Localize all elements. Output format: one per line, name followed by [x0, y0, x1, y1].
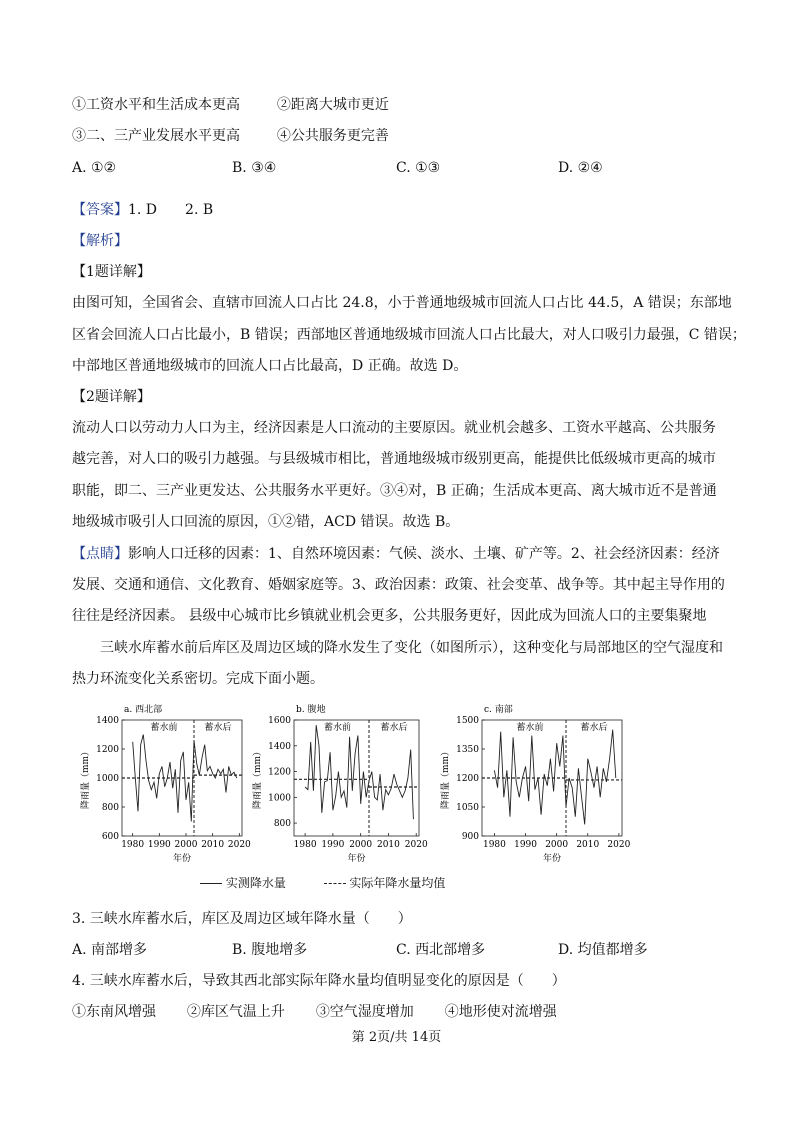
x-tick-label: 1980	[482, 840, 506, 850]
y-tick-label: 1350	[456, 745, 479, 755]
y-axis-label: 降雨量（mm）	[81, 746, 91, 810]
y-tick-label: 1600	[268, 716, 291, 726]
answer-label: 【答案】	[72, 202, 128, 218]
rainfall-chart-northwest	[74, 700, 254, 870]
y-tick-label: 800	[273, 819, 291, 830]
x-tick-label: 2000	[174, 840, 198, 850]
tip-line: 往往是经济因素。 县级中心城市比乡镇就业机会更多，公共服务更好，因此成为回流人口的主要集聚地	[72, 608, 707, 624]
measured-rainfall-line	[133, 735, 237, 822]
after-storage-label: 蓄水后	[380, 723, 408, 733]
legend-solid-label: 实测降水量	[225, 876, 286, 890]
x-axis-label: 年份	[347, 854, 366, 864]
rainfall-chart-south	[434, 700, 634, 870]
q4-options	[72, 1002, 557, 1022]
choice-a: A. ①②	[72, 160, 117, 176]
detail-2-title: 【2题详解】	[72, 389, 151, 405]
y-tick-label: 1050	[456, 803, 479, 813]
answer-text: 1. D 2. B	[128, 202, 214, 218]
chart-title: c. 南部	[484, 705, 513, 715]
option-3: ③二、三产业发展水平更高	[72, 128, 240, 144]
prev-options-row-2	[72, 126, 389, 146]
rainfall-chart-hinterland	[246, 700, 431, 870]
detail-1-line: 区省会回流人口占比最小，B 错误；西部地区普通地级城市回流人口占比最大，对人口吸引力最强，C 错误；	[72, 327, 746, 343]
choice-d: D. ②④	[558, 160, 603, 176]
x-tick-label: 1990	[514, 840, 538, 850]
after-storage-label: 蓄水后	[204, 723, 232, 733]
q4-stem: 4. 三峡水库蓄水后，导致其西北部实际年降水量均值明显变化的原因是（ ）	[72, 973, 566, 989]
x-tick-label: 2020	[404, 840, 428, 850]
measured-rainfall-line	[494, 730, 615, 825]
y-tick-label: 1400	[268, 741, 291, 752]
chart-legend	[200, 874, 445, 891]
x-tick-label: 2020	[227, 840, 251, 850]
x-axis-label: 年份	[172, 854, 192, 864]
y-tick-label: 600	[101, 832, 119, 842]
detail-2-line: 流动人口以劳动力人口为主，经济因素是人口流动的主要原因。就业机会越多、工资水平越高、公共服务	[72, 420, 716, 436]
detail-1-line: 由图可知，全国省会、直辖市回流人口占比 24.8，小于普通地级城市回流人口占比 44.5，A 错误；东部地	[72, 295, 732, 311]
y-tick-label: 1000	[96, 774, 119, 784]
legend-dashed-label: 实际年降水量均值	[349, 876, 446, 890]
measured-rainfall-line	[305, 725, 413, 819]
x-axis-label: 年份	[542, 854, 562, 864]
y-axis-label: 降雨量（mm）	[441, 746, 451, 810]
x-tick-label: 1990	[321, 840, 345, 850]
y-tick-label: 1400	[96, 716, 119, 726]
detail-2-line: 地级城市吸引人口回流的原因，①②错，ACD 错误。故选 B。	[72, 514, 460, 530]
answer-line	[72, 200, 213, 220]
y-axis-label: 降雨量（mm）	[253, 746, 263, 810]
detail-1-line: 中部地区普通地级城市的回流人口占比最高，D 正确。故选 D。	[72, 358, 468, 374]
legend-dashed-line	[324, 883, 346, 884]
prev-options-row-1	[72, 95, 389, 115]
x-tick-label: 2000	[545, 840, 569, 850]
x-tick-label: 2010	[576, 840, 600, 850]
q4-option-4: ④地形使对流增强	[444, 1004, 557, 1020]
q3-choice-c: C. 西北部增多	[396, 942, 486, 958]
detail-1-title: 【1题详解】	[72, 264, 151, 280]
tip-label: 【点睛】	[72, 546, 128, 562]
q3-choice-d: D. 均值都增多	[558, 942, 648, 958]
intro-line: 热力环流变化关系密切。完成下面小题。	[72, 671, 324, 687]
x-tick-label: 1980	[293, 840, 317, 850]
x-tick-label: 2000	[349, 840, 373, 850]
x-tick-label: 2010	[376, 840, 400, 850]
detail-2-line: 越完善，对人口的吸引力越强。与县级城市相比，普通地级城市级别更高，能提供比低级城市更高的城市	[72, 451, 716, 467]
q3-choice-b: B. 腹地增多	[232, 942, 308, 958]
tip-line	[72, 544, 720, 564]
before-storage-label: 蓄水前	[323, 723, 352, 733]
analysis-label: 【解析】	[72, 233, 128, 249]
x-tick-label: 1980	[121, 840, 145, 850]
before-storage-label: 蓄水前	[516, 723, 544, 733]
choice-b: B. ③④	[232, 160, 277, 176]
chart-title: b. 腹地	[296, 705, 326, 715]
option-2: ②距离大城市更近	[276, 97, 389, 113]
q3-stem: 3. 三峡水库蓄水后，库区及周边区域年降水量（ ）	[72, 911, 412, 927]
y-tick-label: 1200	[268, 767, 291, 778]
x-tick-label: 2020	[607, 840, 631, 850]
intro-line: 三峡水库蓄水前后库区及周边区域的降水发生了变化（如图所示），这种变化与局部地区的空气湿度和	[100, 640, 723, 656]
tip-line: 发展、交通和通信、文化教育、婚姻家庭等。3、政治因素：政策、社会变革、战争等。其中起主导作用的	[72, 577, 725, 593]
q4-option-3: ③空气湿度增加	[315, 1004, 414, 1020]
tip-text: 影响人口迁移的因素：1、自然环境因素：气候、淡水、土壤、矿产等。2、社会经济因素：经济	[128, 546, 720, 562]
option-4: ④公共服务更完善	[276, 128, 389, 144]
y-tick-label: 800	[101, 803, 119, 813]
x-tick-label: 2010	[201, 840, 225, 850]
y-tick-label: 1500	[456, 716, 479, 726]
option-1: ①工资水平和生活成本更高	[72, 97, 240, 113]
chart-title: a. 西北部	[124, 705, 163, 715]
q4-option-1: ①东南风增强	[72, 1004, 156, 1020]
before-storage-label: 蓄水前	[150, 723, 178, 733]
y-tick-label: 1200	[456, 774, 479, 784]
page-footer: 第 2页/共 14页	[351, 1030, 442, 1045]
y-tick-label: 1200	[96, 745, 119, 755]
choice-c: C. ①③	[396, 160, 441, 176]
y-tick-label: 900	[461, 832, 479, 842]
x-tick-label: 1990	[147, 840, 171, 850]
after-storage-label: 蓄水后	[580, 723, 608, 733]
q3-choice-a: A. 南部增多	[72, 942, 148, 958]
legend-solid-line	[200, 883, 222, 884]
detail-2-line: 职能，即二、三产业更发达、公共服务水平更好。③④对，B 正确；生活成本更高、离大城市近不是普通	[72, 483, 717, 499]
q4-option-2: ②库区气温上升	[186, 1004, 285, 1020]
y-tick-label: 1000	[268, 793, 291, 804]
